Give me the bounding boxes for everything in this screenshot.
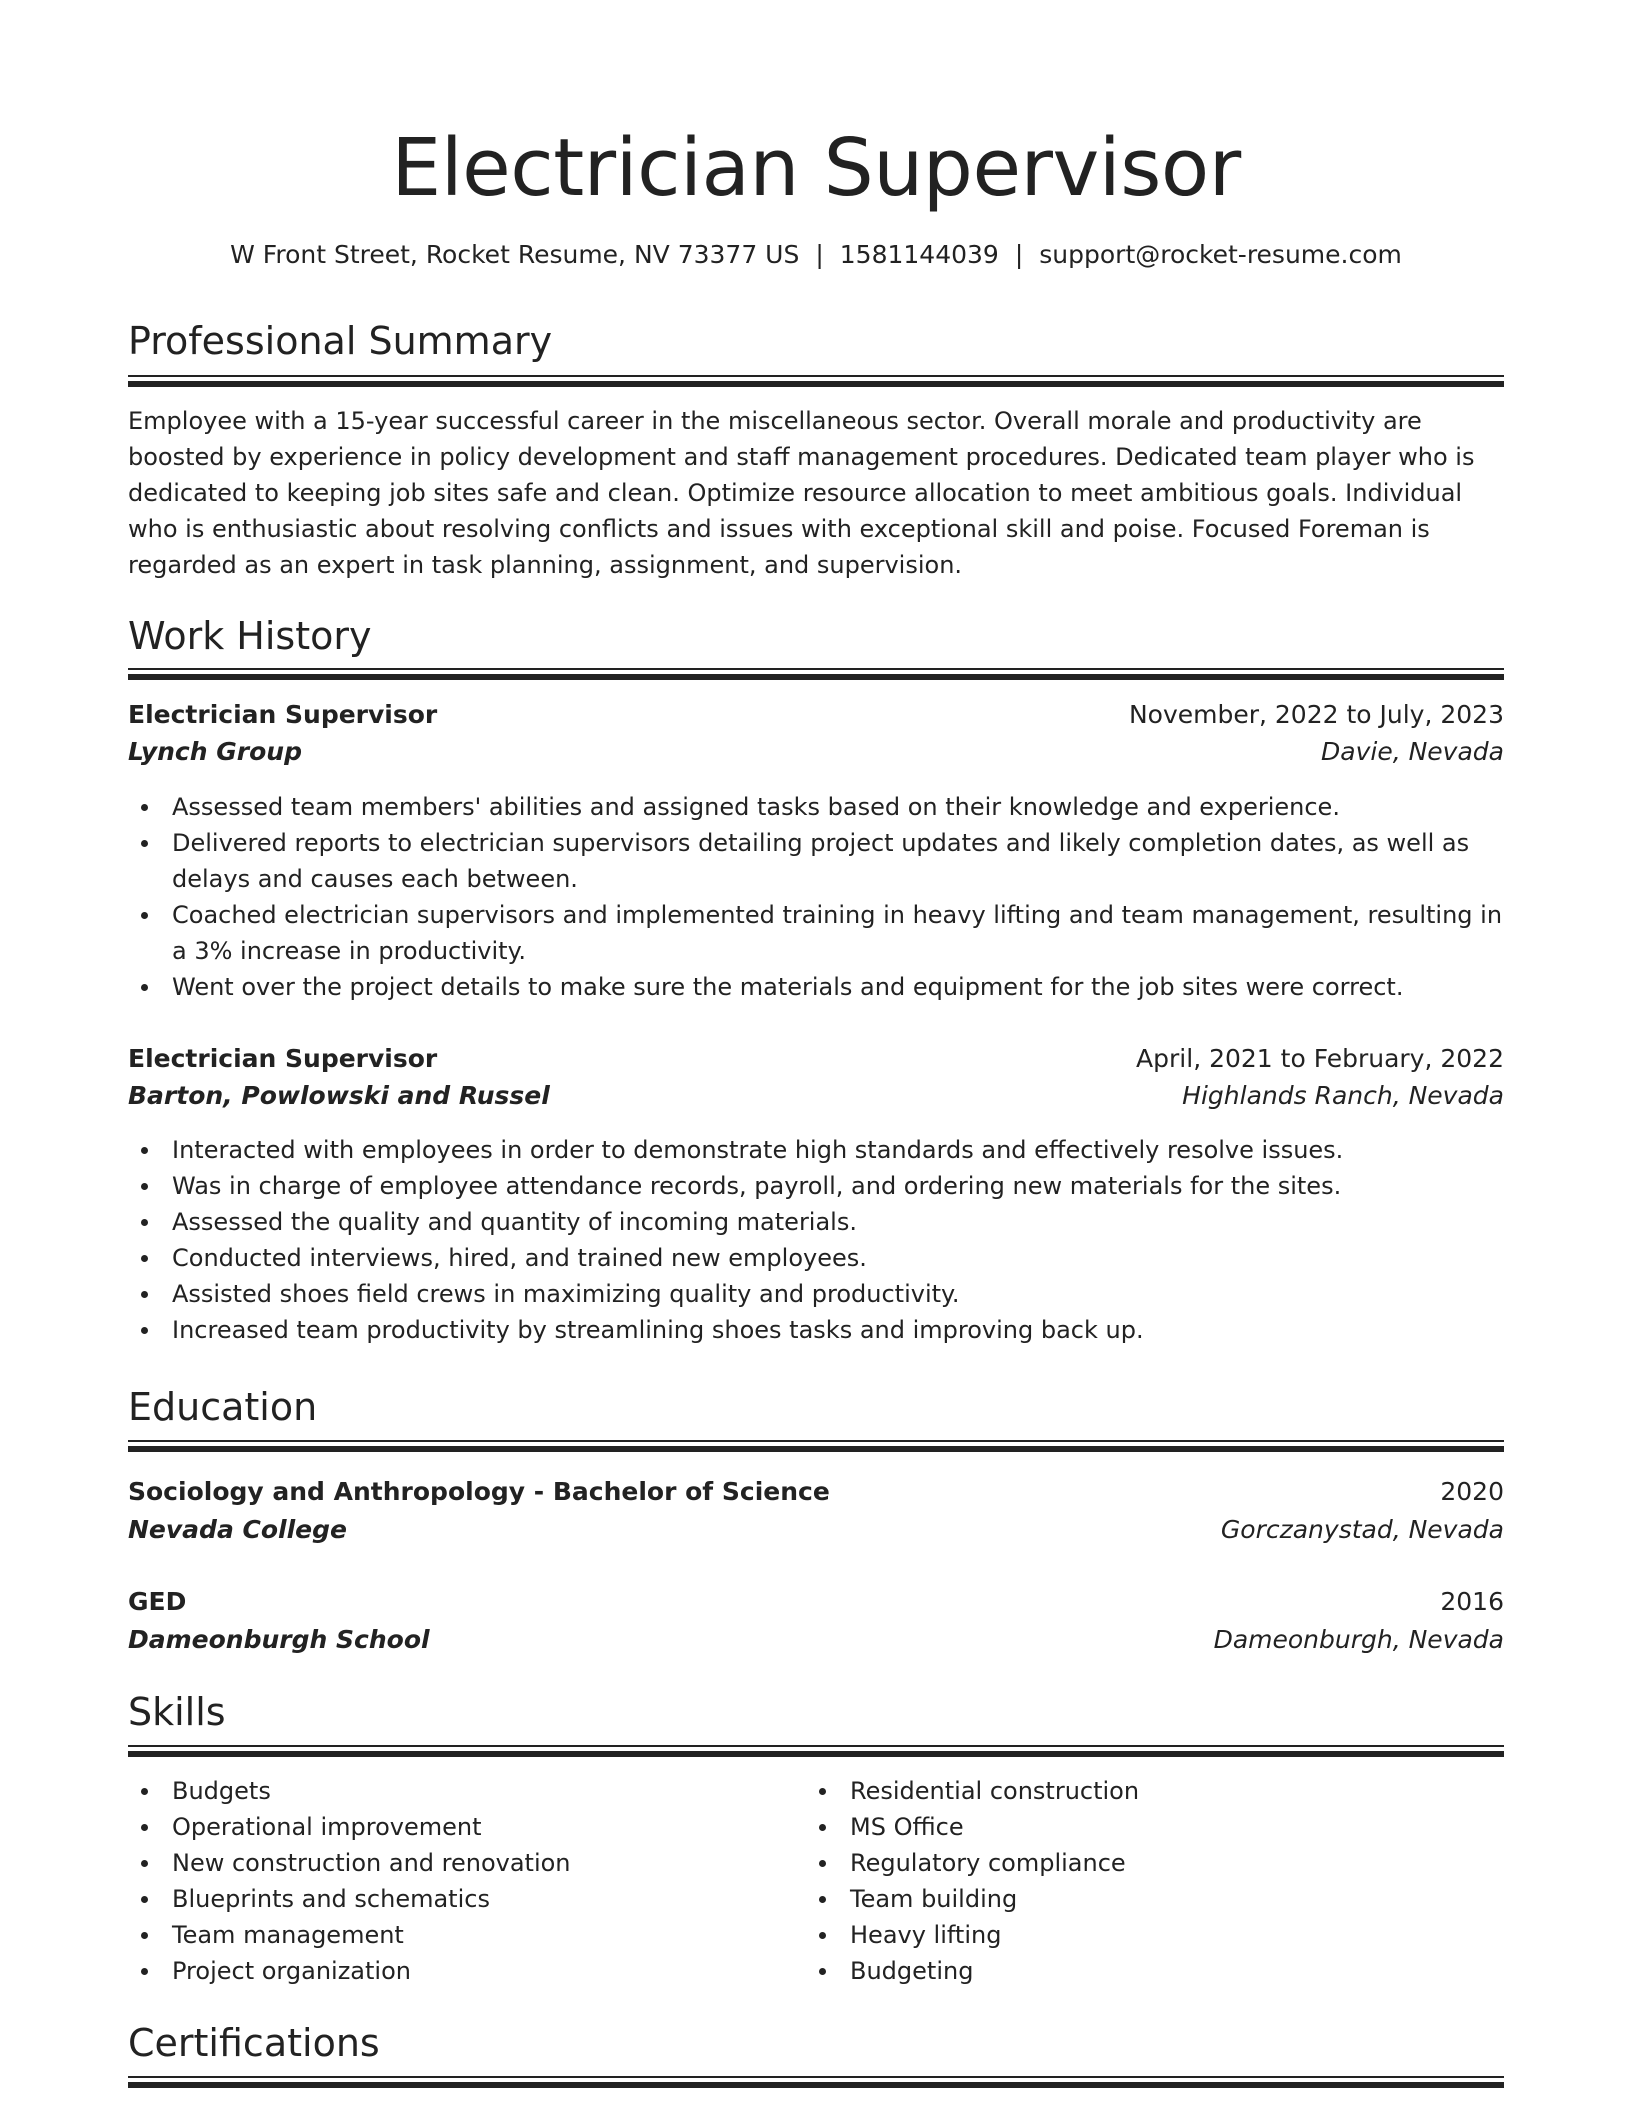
separator: | — [815, 240, 824, 269]
job-dates: April, 2021 to February, 2022 — [1136, 1044, 1504, 1073]
grad-year: 2020 — [1440, 1477, 1504, 1506]
education-header — [128, 1584, 1504, 1620]
list-item: Increased team productivity by streamlining shoes tasks and improving back up. — [128, 1312, 1504, 1348]
job-header — [128, 1041, 1504, 1077]
address: W Front Street, Rocket Resume, NV 73377 US — [230, 240, 800, 269]
list-item: Team management — [128, 1917, 788, 1953]
school-name: Nevada College — [128, 1515, 347, 1544]
resume-name: Electrician Supervisor — [391, 122, 1241, 214]
list-item: Assessed team members' abilities and assigned tasks based on their knowledge and experience. — [128, 789, 1504, 825]
email: support@rocket-resume.com — [1039, 240, 1402, 269]
company-name: Barton, Powlowski and Russel — [128, 1081, 550, 1110]
section-divider — [128, 1745, 1504, 1757]
list-item: Residential construction — [806, 1773, 1504, 1809]
list-item: Regulatory compliance — [806, 1845, 1504, 1881]
list-item: Interacted with employees in order to demonstrate high standards and effectively resolve issues. — [128, 1132, 1504, 1168]
list-item: Heavy lifting — [806, 1917, 1504, 1953]
school-location: Gorczanystad, Nevada — [1220, 1515, 1504, 1544]
list-item: Project organization — [128, 1953, 788, 1989]
company-name: Lynch Group — [128, 737, 302, 766]
degree: GED — [128, 1587, 187, 1616]
education-header — [128, 1474, 1504, 1510]
job-header — [128, 697, 1504, 733]
list-item: MS Office — [806, 1809, 1504, 1845]
education-subheader — [128, 1512, 1504, 1548]
job-title: Electrician Supervisor — [128, 1044, 438, 1073]
job-title: Electrician Supervisor — [128, 700, 438, 729]
list-item: Budgeting — [806, 1953, 1504, 1989]
section-divider — [128, 2076, 1504, 2088]
section-title-certifications: Certifications — [128, 2021, 380, 2065]
list-item: Team building — [806, 1881, 1504, 1917]
list-item: Budgets — [128, 1773, 788, 1809]
skills-list-left — [128, 1773, 788, 1989]
contact-line — [128, 238, 1504, 272]
list-item: Was in charge of employee attendance records, payroll, and ordering new materials for the sites. — [128, 1168, 1504, 1204]
list-item: Assisted shoes field crews in maximizing quality and productivity. — [128, 1276, 1504, 1312]
skills-list-right — [806, 1773, 1504, 1989]
section-title-skills: Skills — [128, 1690, 226, 1734]
degree: Sociology and Anthropology - Bachelor of Science — [128, 1477, 830, 1506]
list-item: Assessed the quality and quantity of incoming materials. — [128, 1204, 1504, 1240]
job-dates: November, 2022 to July, 2023 — [1128, 700, 1504, 729]
job-location: Highlands Ranch, Nevada — [1182, 1081, 1504, 1110]
job-location: Davie, Nevada — [1321, 737, 1504, 766]
school-name: Dameonburgh School — [128, 1625, 430, 1654]
section-title-work: Work History — [128, 614, 372, 658]
school-location: Dameonburgh, Nevada — [1213, 1625, 1504, 1654]
grad-year: 2016 — [1440, 1587, 1504, 1616]
education-subheader — [128, 1622, 1504, 1658]
job-subheader — [128, 734, 1504, 770]
job-bullets — [128, 1132, 1504, 1348]
list-item: Coached electrician supervisors and implemented training in heavy lifting and team management, resulting in a 3% increase in productivity. — [128, 897, 1504, 969]
section-divider — [128, 668, 1504, 680]
phone: 1581144039 — [839, 240, 999, 269]
list-item: Went over the project details to make sure the materials and equipment for the job sites were correct. — [128, 969, 1504, 1005]
job-subheader — [128, 1078, 1504, 1114]
separator: | — [1014, 240, 1024, 269]
list-item: Blueprints and schematics — [128, 1881, 788, 1917]
list-item: Operational improvement — [128, 1809, 788, 1845]
summary-text: Employee with a 15-year successful career in the miscellaneous sector. Overall morale and productivity are boosted by experience in policy development and staff management procedures. Dedicated team player who is dedicated to keeping job sites safe and clean. Optimize resource allocation to meet ambitious goals. Individual who is enthusiastic about resolving conflicts and issues with exceptional skill and poise. Focused Foreman is regarded as an expert in task planning, assignment, and supervision. — [128, 407, 1475, 579]
list-item: Conducted interviews, hired, and trained new employees. — [128, 1240, 1504, 1276]
list-item: Delivered reports to electrician supervisors detailing project updates and likely completion dates, as well as delays and causes each between. — [128, 825, 1504, 897]
section-divider — [128, 1440, 1504, 1452]
job-bullets — [128, 789, 1504, 1005]
list-item: New construction and renovation — [128, 1845, 788, 1881]
section-title-education: Education — [128, 1385, 318, 1429]
section-title-summary: Professional Summary — [128, 319, 553, 363]
section-divider — [128, 375, 1504, 387]
